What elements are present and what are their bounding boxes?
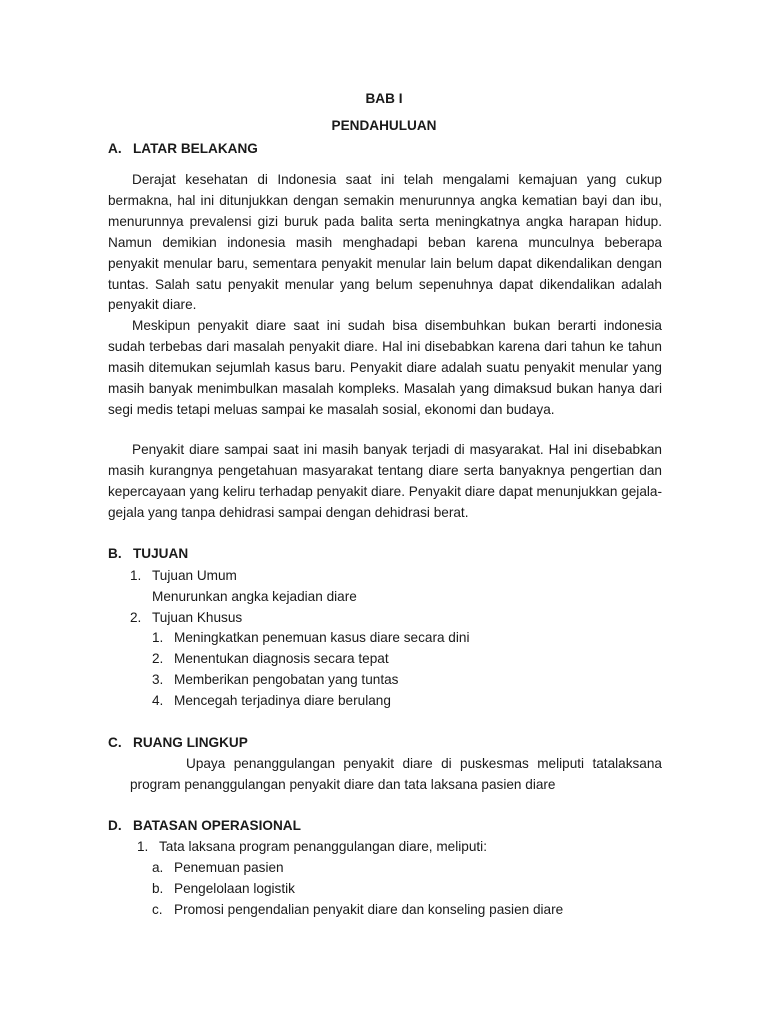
specific-goal-item: Memberikan pengobatan yang tuntas xyxy=(174,672,399,687)
operational-item: Tata laksana program penanggulangan diare, meliputi: xyxy=(159,839,487,854)
list-number: 3. xyxy=(152,672,164,687)
operational-subitem: Penemuan pasien xyxy=(174,860,284,875)
list-number: 4. xyxy=(152,693,164,708)
specific-goal-item: Menentukan diagnosis secara tepat xyxy=(174,651,389,666)
section-d-title: BATASAN OPERASIONAL xyxy=(133,818,301,833)
list-number: 1. xyxy=(137,839,149,854)
section-a-marker: A. xyxy=(108,141,122,156)
specific-goal-label: Tujuan Khusus xyxy=(152,610,243,625)
general-goal-text: Menurunkan angka kejadian diare xyxy=(152,589,357,604)
section-a-title: LATAR BELAKANG xyxy=(133,141,258,156)
section-a-paragraph-1: Derajat kesehatan di Indonesia saat ini telah mengalami kemajuan yang cukup bermakna, hal ini ditunjukkan dengan semakin menurunnya angka kematian bayi dan ibu, menurunnya prevalensi gizi buruk pada balita serta meningkatnya angka harapan hidup. Namun demikian indonesia masih menghadapi beban karena munculnya beberapa penyakit menular baru, sementara penyakit menular lain belum dapat dikendalikan dengan tuntas. Salah satu penyakit menular yang belum sepenuhnya dapat dikendalikan adalah penyakit diare. xyxy=(108,172,662,313)
list-number: 2. xyxy=(152,651,164,666)
operational-subitem: Promosi pengendalian penyakit diare dan konseling pasien diare xyxy=(174,902,564,917)
list-letter: a. xyxy=(152,860,164,875)
list-number: 1. xyxy=(130,568,142,583)
section-c-line-2: program penanggulangan penyakit diare dan tata laksana pasien diare xyxy=(130,777,556,792)
section-a-paragraph-2: Meskipun penyakit diare saat ini sudah bisa disembuhkan bukan berarti indonesia sudah terbebas dari masalah penyakit diare. Hal ini disebabkan karena dari tahun ke tahun masih ditemukan sejumlah kasus baru. Penyakit diare adalah suatu penyakit menular yang masih banyak menimbulkan masalah kompleks. Masalah yang dimaksud bukan hanya dari segi medis tetapi meluas sampai ke masalah sosial, ekonomi dan budaya. xyxy=(108,318,662,417)
section-c-title: RUANG LINGKUP xyxy=(133,735,248,750)
section-a-paragraph-3: Penyakit diare sampai saat ini masih banyak terjadi di masyarakat. Hal ini disebabkan masih kurangnya pengetahuan masyarakat tentang diare serta banyaknya pengertian dan kepercayaan yang keliru terhadap penyakit diare. Penyakit diare dapat menunjukkan gejala-gejala yang tanpa dehidrasi sampai dengan dehidrasi berat. xyxy=(108,442,662,520)
chapter-heading: BAB I xyxy=(365,91,403,106)
list-number: 1. xyxy=(152,630,164,645)
section-d-marker: D. xyxy=(108,818,122,833)
section-b-marker: B. xyxy=(108,546,122,561)
general-goal-label: Tujuan Umum xyxy=(152,568,237,583)
list-letter: c. xyxy=(152,902,163,917)
section-b-title: TUJUAN xyxy=(133,546,189,561)
list-number: 2. xyxy=(130,610,142,625)
section-c-line-1: Upaya penanggulangan penyakit diare di puskesmas meliputi tatalaksana xyxy=(186,756,662,771)
list-letter: b. xyxy=(152,881,164,896)
specific-goal-item: Meningkatkan penemuan kasus diare secara dini xyxy=(174,630,470,645)
chapter-title: PENDAHULUAN xyxy=(331,118,437,133)
operational-subitem: Pengelolaan logistik xyxy=(174,881,295,896)
section-c-marker: C. xyxy=(108,735,122,750)
specific-goal-item: Mencegah terjadinya diare berulang xyxy=(174,693,391,708)
